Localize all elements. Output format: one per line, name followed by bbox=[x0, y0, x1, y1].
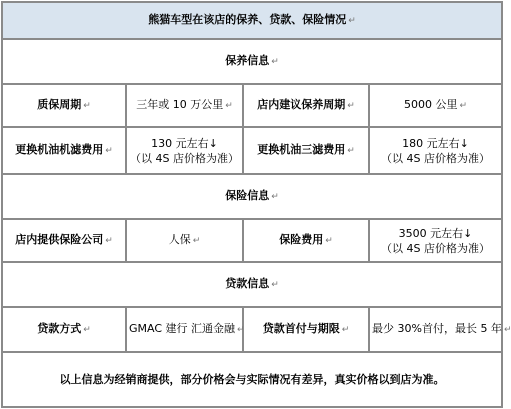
three-filter-value: 180 元左右↓ （以 4S 店价格为准） bbox=[369, 127, 502, 174]
insurance-company-label: 店内提供保险公司 ↵ bbox=[2, 219, 126, 262]
paragraph-mark-icon: ↵ bbox=[341, 325, 350, 335]
warranty-value: 三年或 10 万公里 ↵ bbox=[126, 84, 243, 127]
loan-down-payment-value: 最少 30%首付，最长 5 年 ↵ bbox=[369, 307, 502, 352]
maintenance-heading bbox=[2, 39, 502, 84]
insurance-fee-value: 3500 元左右↓ （以 4S 店价格为准） bbox=[369, 219, 502, 262]
insurance-company-value: 人保 ↵ bbox=[126, 219, 243, 262]
info-table bbox=[1, 1, 511, 408]
paragraph-mark-icon: ↵ bbox=[271, 192, 279, 202]
paragraph-mark-icon: ↵ bbox=[83, 325, 91, 335]
maintenance-heading-row bbox=[2, 39, 502, 84]
table-row bbox=[2, 219, 502, 262]
table-row bbox=[2, 127, 502, 174]
insurance-heading bbox=[2, 174, 502, 219]
paragraph-mark-icon: ↵ bbox=[225, 101, 233, 111]
footer-row bbox=[2, 352, 502, 407]
table-row bbox=[2, 84, 502, 127]
paragraph-mark-icon: ↵ bbox=[459, 101, 468, 111]
paragraph-mark-icon: ↵ bbox=[348, 16, 356, 26]
footer-note bbox=[2, 352, 502, 407]
warranty-label: 质保周期 ↵ bbox=[2, 84, 126, 127]
paragraph-mark-icon: ↵ bbox=[347, 101, 355, 111]
footer-text: 以上信息为经销商提供，部分价格会与实际情况有差异，真实价格以到店为准。 bbox=[59, 373, 445, 386]
three-filter-label: 更换机油三滤费用 ↵ bbox=[243, 127, 369, 174]
loan-heading-row bbox=[2, 262, 502, 307]
paragraph-mark-icon: ↵ bbox=[83, 101, 91, 111]
paragraph-mark-icon: ↵ bbox=[325, 236, 333, 246]
title-row bbox=[2, 2, 502, 39]
paragraph-mark-icon: ↵ bbox=[192, 236, 201, 246]
table-title-text: 熊猫车型在该店的保养、贷款、保险情况 bbox=[148, 13, 347, 26]
loan-heading-text: 贷款信息 bbox=[225, 277, 270, 290]
maintenance-heading-text: 保养信息 bbox=[225, 54, 270, 67]
table-title bbox=[2, 2, 502, 39]
loan-method-value: GMAC 建行 汇通金融 ↵ bbox=[126, 307, 243, 352]
paragraph-mark-icon: ↵ bbox=[347, 146, 355, 156]
insurance-heading-row bbox=[2, 174, 502, 219]
paragraph-mark-icon: ↵ bbox=[105, 236, 113, 246]
insurance-fee-label: 保险费用 ↵ bbox=[243, 219, 369, 262]
loan-down-payment-label: 贷款首付与期限 ↵ bbox=[243, 307, 369, 352]
paragraph-mark-icon: ↵ bbox=[105, 146, 113, 156]
filter-value: 130 元左右↓ （以 4S 店价格为准） bbox=[126, 127, 243, 174]
insurance-heading-text: 保险信息 bbox=[225, 189, 270, 202]
paragraph-mark-icon: ↵ bbox=[237, 325, 245, 335]
filter-label: 更换机油机滤费用 ↵ bbox=[2, 127, 126, 174]
table-row bbox=[2, 307, 502, 352]
paragraph-mark-icon: ↵ bbox=[271, 280, 279, 290]
interval-value: 5000 公里 ↵ bbox=[369, 84, 502, 127]
paragraph-mark-icon: ↵ bbox=[503, 325, 511, 335]
loan-method-label: 贷款方式 ↵ bbox=[2, 307, 126, 352]
paragraph-mark-icon: ↵ bbox=[271, 57, 279, 67]
loan-heading bbox=[2, 262, 502, 307]
interval-label: 店内建议保养周期 ↵ bbox=[243, 84, 369, 127]
